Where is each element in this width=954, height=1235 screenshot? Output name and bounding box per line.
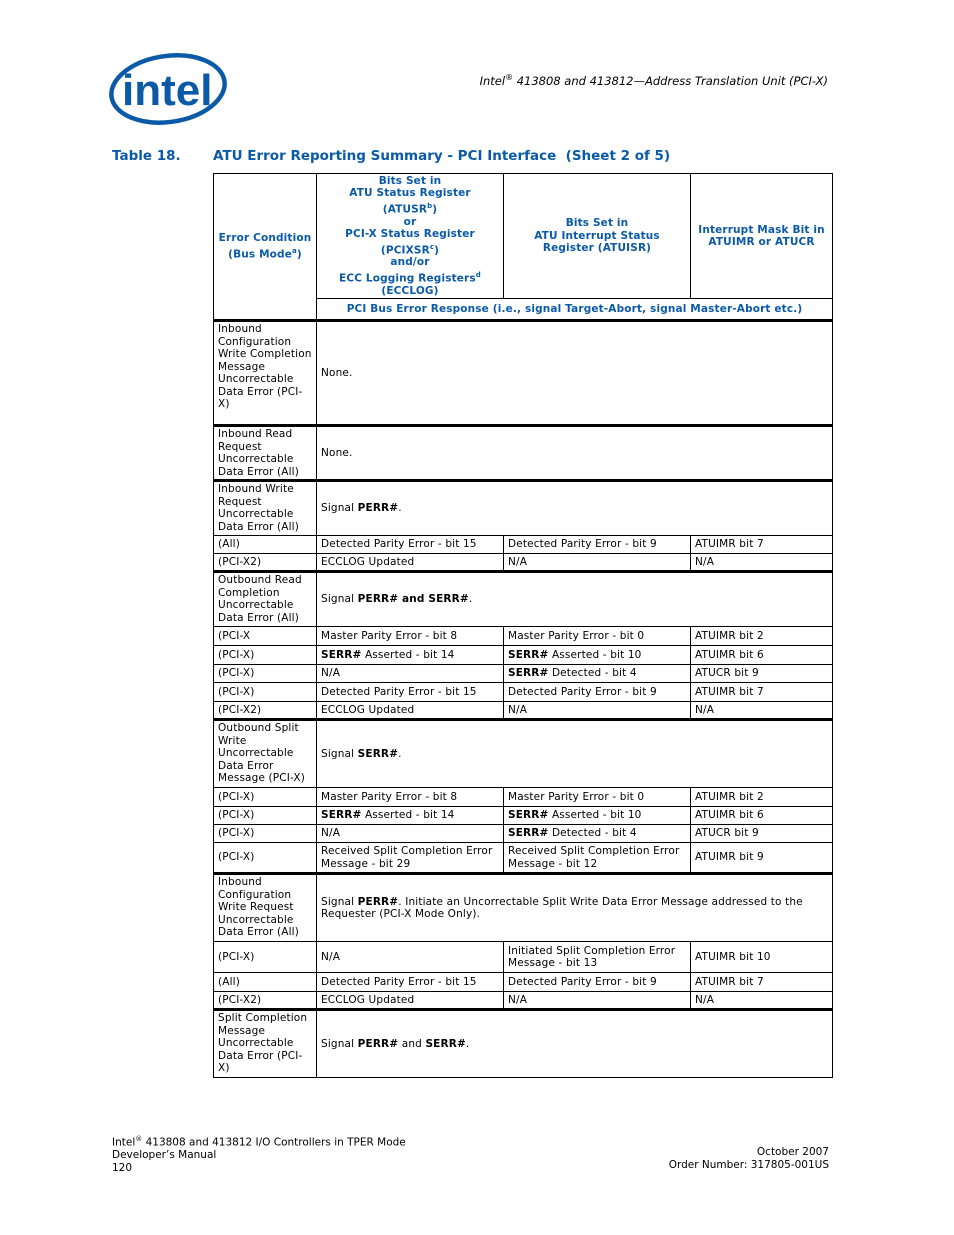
interrupt-mask-cell: ATUIMR bit 9 bbox=[691, 843, 833, 874]
interrupt-mask-cell: ATUIMR bit 7 bbox=[691, 973, 833, 992]
interrupt-status-cell: SERR# Asserted - bit 10 bbox=[504, 807, 691, 825]
interrupt-mask-cell: ATUCR bit 9 bbox=[691, 825, 833, 843]
bus-response-cell: Signal PERR#. bbox=[317, 481, 833, 536]
status-bits-cell: Master Parity Error - bit 8 bbox=[317, 788, 504, 807]
intel-logo-graphic bbox=[108, 49, 228, 129]
status-bits-cell: ECCLOG Updated bbox=[317, 702, 504, 720]
table-row bbox=[214, 536, 833, 554]
bus-mode-cell: (PCI-X) bbox=[214, 683, 317, 702]
intel-logo-text: intel bbox=[122, 66, 213, 115]
status-bits-cell: Master Parity Error - bit 8 bbox=[317, 627, 504, 646]
bus-response-cell: None. bbox=[317, 426, 833, 481]
interrupt-mask-cell: ATUCR bit 9 bbox=[691, 665, 833, 683]
status-bits-cell: Detected Parity Error - bit 15 bbox=[317, 683, 504, 702]
bus-mode-cell: (All) bbox=[214, 536, 317, 554]
footer-product: 413808 and 413812 I/O Controllers in TPER Mode bbox=[142, 1136, 406, 1149]
interrupt-mask-cell: ATUIMR bit 10 bbox=[691, 942, 833, 973]
table-row bbox=[214, 973, 833, 992]
col-header-error-condition: Error Condition (Bus Mode$^a$) bbox=[214, 174, 317, 321]
error-condition-cell: Outbound Split Write Uncorrectable Data Error Message (PCI-X) bbox=[214, 720, 317, 788]
bus-response-cell: Signal SERR#. bbox=[317, 720, 833, 788]
bus-response-cell: None. bbox=[317, 321, 833, 426]
interrupt-mask-cell: ATUIMR bit 7 bbox=[691, 683, 833, 702]
bus-response-cell: Signal PERR# and SERR#. bbox=[317, 572, 833, 627]
interrupt-mask-cell: ATUIMR bit 6 bbox=[691, 646, 833, 665]
error-condition-cell: Inbound Configuration Write Completion Message Uncorrectable Data Error (PCI-X) bbox=[214, 321, 317, 426]
status-bits-cell: N/A bbox=[317, 942, 504, 973]
table-row bbox=[214, 646, 833, 665]
status-bits-cell: Detected Parity Error - bit 15 bbox=[317, 973, 504, 992]
status-bits-cell: ECCLOG Updated bbox=[317, 554, 504, 572]
footer-brand: Intel bbox=[112, 1136, 136, 1149]
bus-mode-cell: (PCI-X) bbox=[214, 942, 317, 973]
bus-mode-cell: (PCI-X) bbox=[214, 825, 317, 843]
header-row bbox=[214, 174, 833, 299]
interrupt-status-cell: SERR# Detected - bit 4 bbox=[504, 665, 691, 683]
bus-mode-cell: (PCI-X2) bbox=[214, 992, 317, 1010]
interrupt-status-cell: Master Parity Error - bit 0 bbox=[504, 788, 691, 807]
header-title-text: 413808 and 413812—Address Translation Unit (PCI-X) bbox=[516, 73, 828, 88]
interrupt-status-cell: Initiated Split Completion Error Message - bit 13 bbox=[504, 942, 691, 973]
table-row bbox=[214, 788, 833, 807]
footer-right bbox=[669, 1146, 829, 1171]
bus-mode-cell: (PCI-X) bbox=[214, 807, 317, 825]
table-row bbox=[214, 572, 833, 627]
footer-order-number: Order Number: 317805-001US bbox=[668, 1158, 829, 1171]
interrupt-mask-cell: N/A bbox=[691, 702, 833, 720]
footer-manual: Developer’s Manual bbox=[112, 1149, 217, 1161]
col-header-interrupt-status: Bits Set in ATU Interrupt Status Register (ATUISR) bbox=[504, 174, 691, 299]
footer-date: October 2007 bbox=[756, 1146, 829, 1158]
page-number: 120 bbox=[112, 1161, 133, 1174]
intel-logo bbox=[108, 49, 228, 129]
error-condition-cell: Outbound Read Completion Uncorrectable Data Error (All) bbox=[214, 572, 317, 627]
bus-mode-cell: (PCI-X) bbox=[214, 646, 317, 665]
error-condition-cell: Inbound Read Request Uncorrectable Data Error (All) bbox=[214, 426, 317, 481]
table-row bbox=[214, 426, 833, 481]
status-bits-cell: Received Split Completion Error Message - bit 29 bbox=[317, 843, 504, 874]
running-header bbox=[480, 73, 828, 88]
table-row bbox=[214, 843, 833, 874]
table-row bbox=[214, 1010, 833, 1078]
table-row bbox=[214, 720, 833, 788]
interrupt-mask-cell: N/A bbox=[691, 554, 833, 572]
error-condition-cell: Inbound Write Request Uncorrectable Data Error (All) bbox=[214, 481, 317, 536]
bus-mode-cell: (PCI-X) bbox=[214, 788, 317, 807]
interrupt-status-cell: SERR# Detected - bit 4 bbox=[504, 825, 691, 843]
interrupt-status-cell: Detected Parity Error - bit 9 bbox=[504, 536, 691, 554]
interrupt-status-cell: N/A bbox=[504, 992, 691, 1010]
table-row bbox=[214, 554, 833, 572]
interrupt-mask-cell: N/A bbox=[691, 992, 833, 1010]
interrupt-mask-cell: ATUIMR bit 6 bbox=[691, 807, 833, 825]
bus-mode-cell: (PCI-X bbox=[214, 627, 317, 646]
col-header-bits-set: Bits Set in ATU Status Register (ATUSR$^b$) or PCI-X Status Register (PCIXSR$^c$) and/or ECC Logging Registers$^d$ (ECCLOG) bbox=[317, 174, 504, 299]
table-row bbox=[214, 807, 833, 825]
table-row bbox=[214, 683, 833, 702]
table-row bbox=[214, 825, 833, 843]
status-bits-cell: SERR# Asserted - bit 14 bbox=[317, 807, 504, 825]
col-header-interrupt-mask: Interrupt Mask Bit in ATUIMR or ATUCR bbox=[691, 174, 833, 299]
interrupt-status-cell: Master Parity Error - bit 0 bbox=[504, 627, 691, 646]
table-row bbox=[214, 665, 833, 683]
status-bits-cell: ECCLOG Updated bbox=[317, 992, 504, 1010]
interrupt-status-cell: N/A bbox=[504, 554, 691, 572]
status-bits-cell: Detected Parity Error - bit 15 bbox=[317, 536, 504, 554]
table-title: ATU Error Reporting Summary - PCI Interface (Sheet 2 of 5) bbox=[213, 148, 671, 164]
registered-mark: ® bbox=[135, 1135, 143, 1143]
interrupt-mask-cell: ATUIMR bit 7 bbox=[691, 536, 833, 554]
status-bits-cell: N/A bbox=[317, 665, 504, 683]
bus-mode-cell: (PCI-X) bbox=[214, 665, 317, 683]
status-bits-cell: SERR# Asserted - bit 14 bbox=[317, 646, 504, 665]
error-condition-cell: Split Completion Message Uncorrectable Data Error (PCI-X) bbox=[214, 1010, 317, 1078]
bus-mode-cell: (PCI-X2) bbox=[214, 554, 317, 572]
status-bits-cell: N/A bbox=[317, 825, 504, 843]
atu-error-table bbox=[213, 173, 833, 1078]
interrupt-status-cell: Detected Parity Error - bit 9 bbox=[504, 973, 691, 992]
table-row bbox=[214, 481, 833, 536]
col-header-bus-response: PCI Bus Error Response (i.e., signal Target-Abort, signal Master-Abort etc.) bbox=[317, 299, 833, 321]
interrupt-mask-cell: ATUIMR bit 2 bbox=[691, 627, 833, 646]
table-row bbox=[214, 321, 833, 426]
interrupt-status-cell: Detected Parity Error - bit 9 bbox=[504, 683, 691, 702]
table-number: Table 18. bbox=[112, 148, 181, 164]
registered-mark: ® bbox=[505, 73, 514, 82]
bus-mode-cell: (PCI-X2) bbox=[214, 702, 317, 720]
table-row bbox=[214, 942, 833, 973]
table-row bbox=[214, 627, 833, 646]
error-condition-cell: Inbound Configuration Write Request Uncorrectable Data Error (All) bbox=[214, 874, 317, 942]
bus-mode-cell: (All) bbox=[214, 973, 317, 992]
interrupt-status-cell: Received Split Completion Error Message - bit 12 bbox=[504, 843, 691, 874]
table-row bbox=[214, 992, 833, 1010]
table-row bbox=[214, 874, 833, 942]
interrupt-status-cell: N/A bbox=[504, 702, 691, 720]
header-brand: Intel bbox=[479, 73, 506, 88]
bus-response-cell: Signal PERR# and SERR#. bbox=[317, 1010, 833, 1078]
bus-response-cell: Signal PERR#. Initiate an Uncorrectable Split Write Data Error Message addressed to the Requester (PCI-X Mode Only). bbox=[317, 874, 833, 942]
table-caption bbox=[112, 148, 670, 164]
table-row bbox=[214, 702, 833, 720]
interrupt-mask-cell: ATUIMR bit 2 bbox=[691, 788, 833, 807]
bus-mode-cell: (PCI-X) bbox=[214, 843, 317, 874]
footer-left bbox=[112, 1133, 406, 1174]
interrupt-status-cell: SERR# Asserted - bit 10 bbox=[504, 646, 691, 665]
